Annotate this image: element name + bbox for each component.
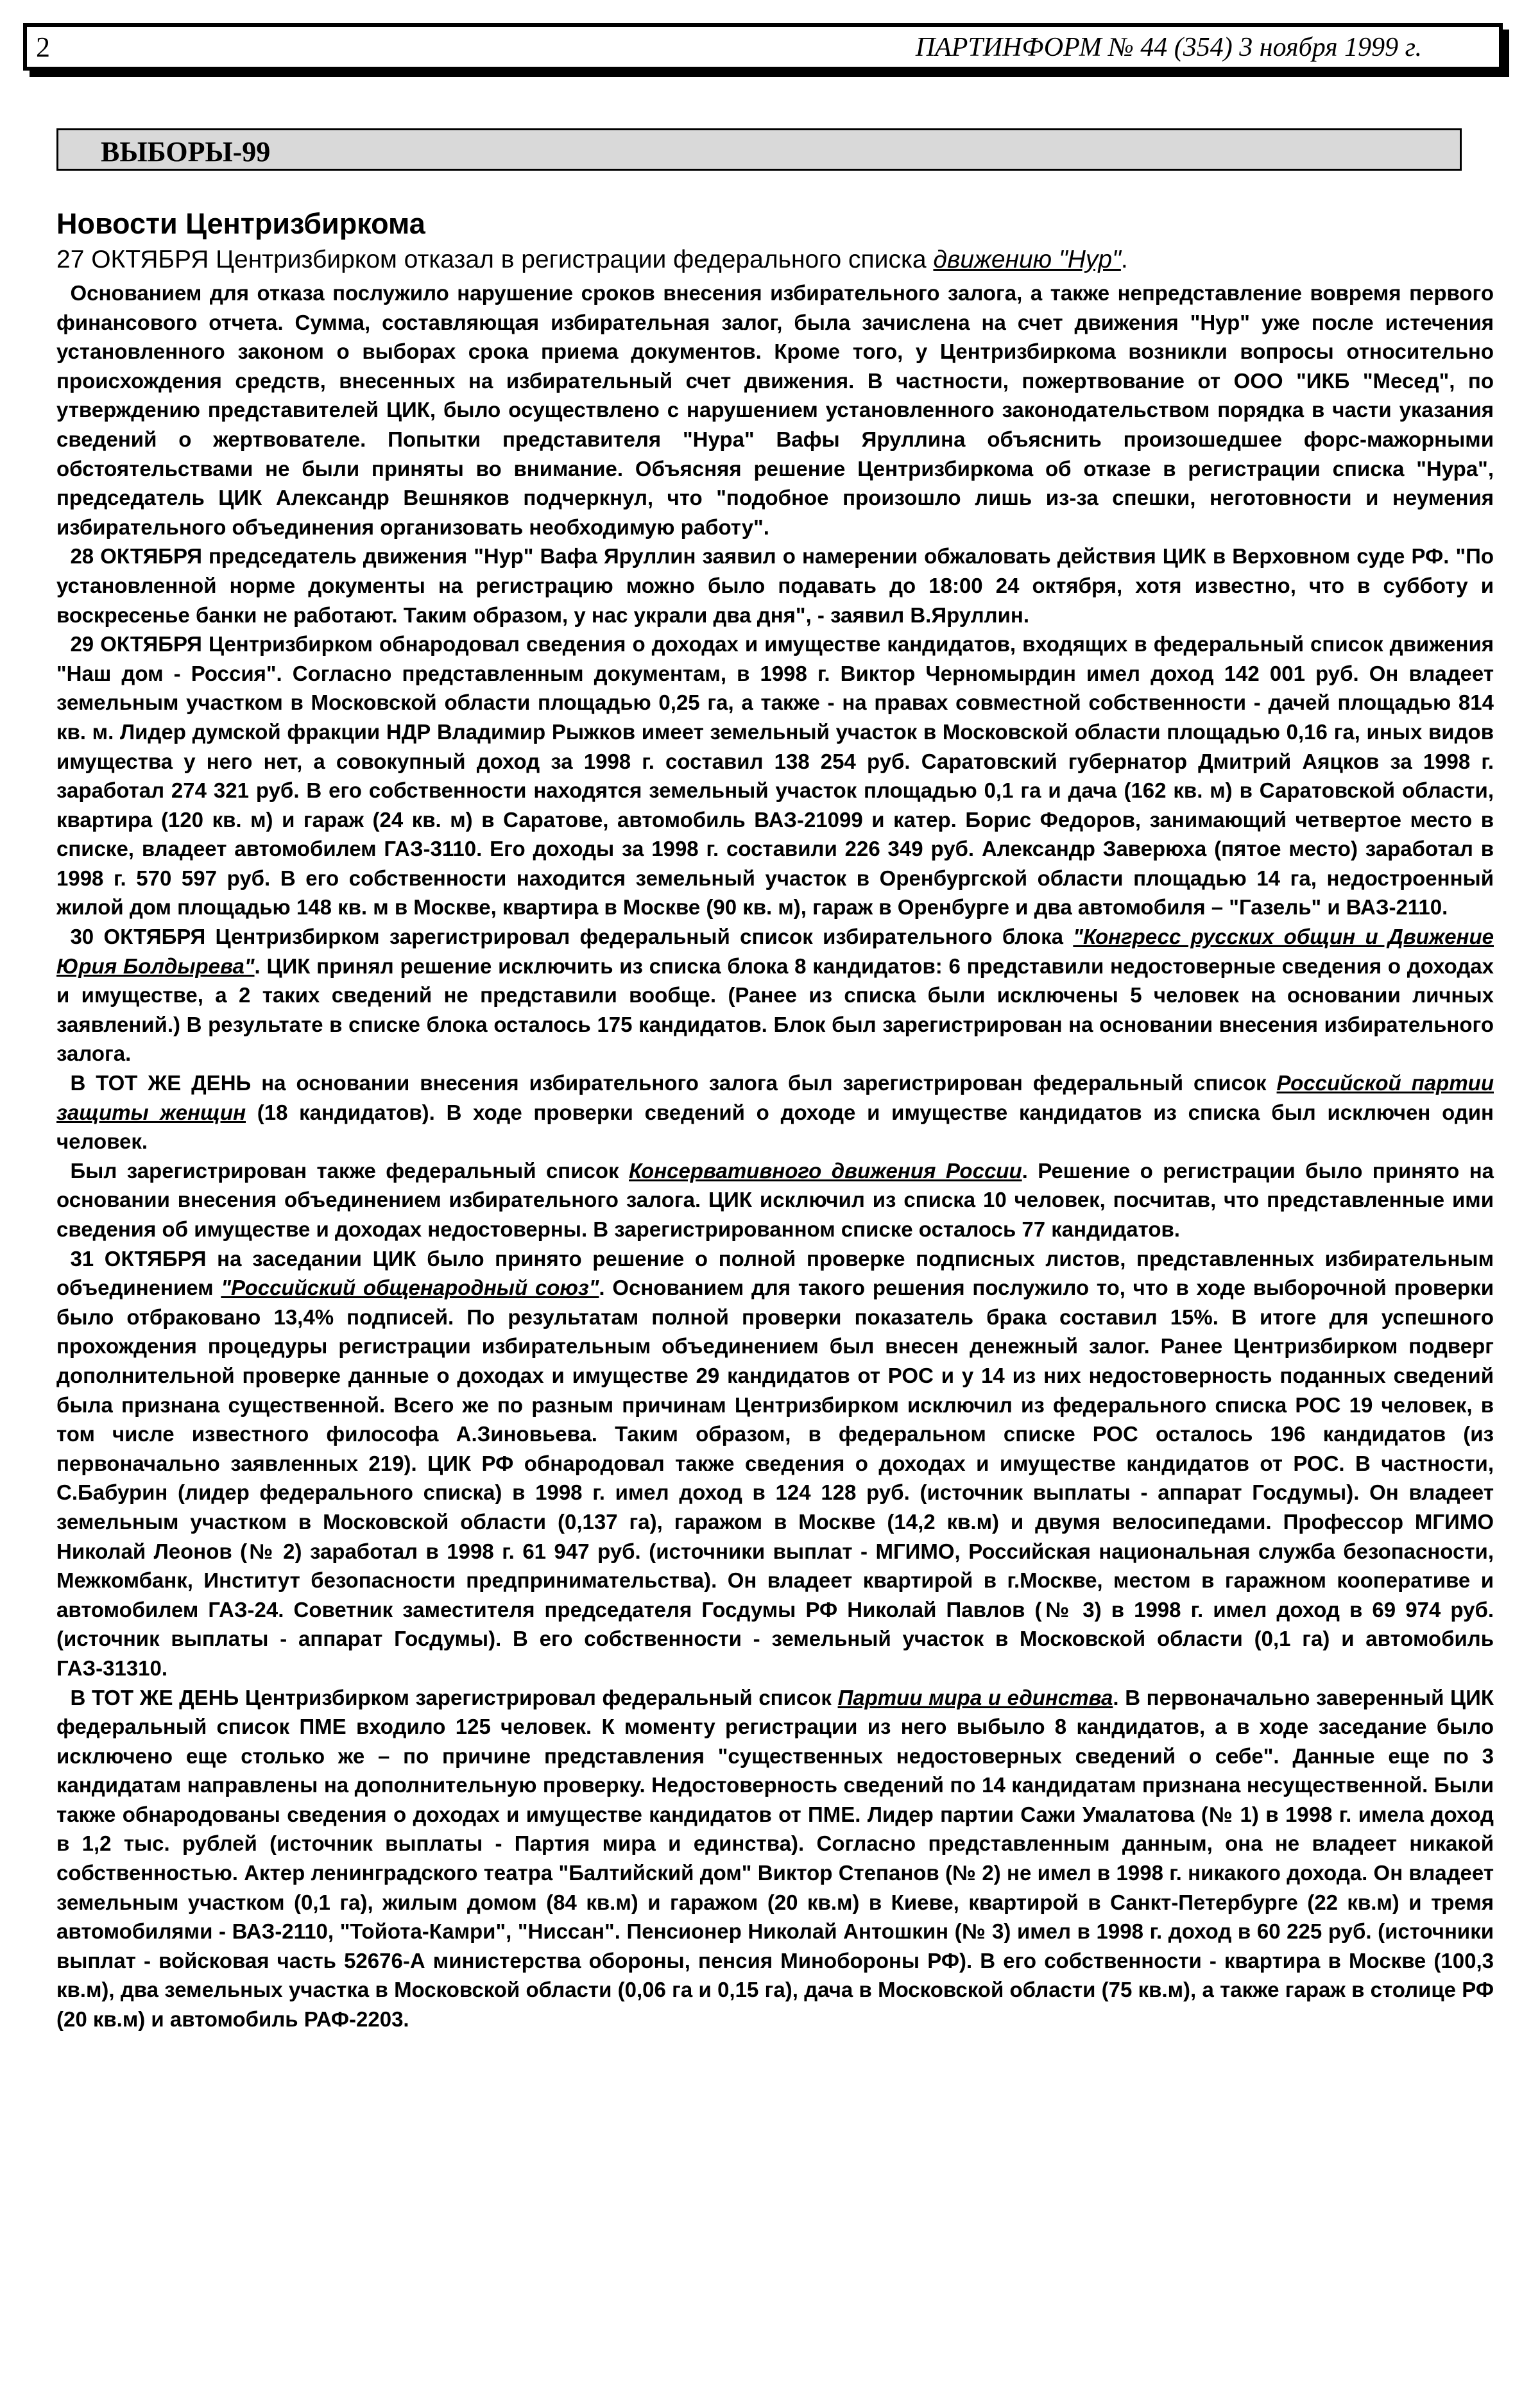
- issue-line: ПАРТИНФОРМ № 44 (354) 3 ноября 1999 г.: [915, 33, 1422, 62]
- paragraph-6-end: . Решение о регистрации было принято на основании внесения объединением избирательного залога. ЦИК исключил из списка 10 человек, посчитав, что представленные ими сведения об имуществе и доходах недостоверны. В зарегистрированном списке осталось 77 кандидатов.: [56, 1158, 1494, 1241]
- article-lead: [56, 244, 1494, 276]
- lead-end: .: [1120, 246, 1128, 273]
- paragraph-4-start: 30 ОКТЯБРЯ Центризбирком зарегистрировал федеральный список избирательного блока: [70, 925, 1074, 949]
- article-body: [56, 278, 1494, 2034]
- paragraph-7-end: . Основанием для такого решения послужило то, что в ходе выборочной проверки было отбраковано 13,4% подписей. По результатам полной проверки показатель брака составил 15%. В итоге для успешного прохождения процедуры регистрации избирательным объединением был внесен денежный залог. Ранее Центризбирком подверг дополнительной проверке данные о доходах и имуществе 29 кандидатов от РОС и у 14 из них недостоверность поданных сведений была признана существенной. Всего же по разным причинам Центризбирком исключил из федерального списка РОС 19 человек, в том числе известного философа А.Зиновьева. Таким образом, в федеральном списке РОС осталось 196 кандидатов (из первоначально заявленных 219). ЦИК РФ обнародовал также сведения о доходах и имуществе кандидатов от РОС. В частности, С.Бабурин (лидер федерального списка) в 1998 г. имел доход в 124 128 руб. (источник выплаты - аппарат Госдумы). Он владеет земельным участком в Московской области (0,137 га), гаражом в Москве (14,2 кв.м) и двумя велосипедами. Профессор МГИМО Николай Леонов (№ 2) заработал в 1998 г. 61 947 руб. (источники выплат - МГИМО, Российская национальная служба безопасности, Межкомбанк, Институт безопасности предпринимательства). Он владеет квартирой в г.Москве, местом в гаражном кооперативе и автомобилем ГАЗ-24. Советник заместителя председателя Госдумы РФ Николай Павлов (№ 3) в 1998 г. имел доход в 69 974 руб. (источник выплаты - аппарат Госдумы). В его собственности - земельный участок в Московской области (0,1 га) и автомобиль ГАЗ-31310.: [56, 1276, 1494, 1680]
- article-title: Новости Центризбиркома: [56, 207, 425, 240]
- paragraph-6-start: Был зарегистрирован также федеральный список: [70, 1158, 629, 1183]
- paragraph-7: [56, 1244, 1494, 1683]
- paragraph-1: Основанием для отказа послужило нарушение сроков внесения избирательного залога, а также непредставление вовремя первого финансового отчета. Сумма, составляющая избирательная залог, была зачислена на счет движения "Нур" уже после истечения установленного законом о выборах срока приема документов. Кроме того, у Центризбиркома возникли вопросы относительно происхождения средств, внесенных на избирательный счет движения. В частности, пожертвование от ООО "ИКБ "Месед", по утверждению представителей ЦИК, было осуществлено с нарушением установленного законодательством порядка в части указания сведений о жертвователе. Попытки представителя "Нура" Вафы Яруллина объяснить произошедшее форс-мажорными обстоятельствами не были приняты во внимание. Объясняя решение Центризбиркома об отказе в регистрации списка "Нура", председатель ЦИК Александр Вешняков подчеркнул, что "подобное произошло лишь из-за спешки, неготовности и неумения избирательного объединения организовать необходимую работу".: [56, 281, 1494, 539]
- party-link-kro[interactable]: "Конгресс русских общин и Движение Юрия Болдырева": [56, 925, 1494, 978]
- paragraph-8-start: В ТОТ ЖЕ ДЕНЬ Центризбирком зарегистрировал федеральный список: [70, 1685, 838, 1709]
- party-link-conservative[interactable]: Консервативного движения России: [629, 1158, 1022, 1183]
- paragraph-5-start: В ТОТ ЖЕ ДЕНЬ на основании внесения избирательного залога был зарегистрирован федеральный список: [70, 1071, 1277, 1095]
- party-link-ros[interactable]: "Российский общенародный союз": [221, 1276, 599, 1300]
- section-bar: [56, 128, 1462, 171]
- paragraph-7-start: 31 ОКТЯБРЯ на заседании ЦИК было принято решение о полной проверке подписных листов, представленных избирательным объединением: [56, 1246, 1494, 1300]
- page-header: [23, 23, 1503, 71]
- page-number: 2: [36, 31, 50, 63]
- lead-party-link[interactable]: движению "Нур": [933, 246, 1121, 273]
- paragraph-2: 28 ОКТЯБРЯ председатель движения "Нур" Вафа Яруллин заявил о намерении обжаловать действия ЦИК в Верховном суде РФ. "По установленной норме документы на регистрацию можно было подавать до 18:00 24 октября, хотя известно, что в субботу и воскресенье банки не работают. Таким образом, у нас украли два дня", - заявил В.Яруллин.: [56, 544, 1494, 627]
- party-link-pme[interactable]: Партии мира и единства: [837, 1685, 1113, 1709]
- paragraph-6: [56, 1156, 1494, 1244]
- paragraph-8: [56, 1683, 1494, 2034]
- paragraph-4: [56, 922, 1494, 1068]
- paragraph-4-end: . ЦИК принял решение исключить из списка блока 8 кандидатов: 6 представили недостоверные сведения о доходах и имуществе, а 2 таких сведений не представили вообще. (Ранее из списка были исключены 5 человек на основании личных заявлений.) В результате в списке блока осталось 175 кандидатов. Блок был зарегистрирован на основании внесения избирательного залога.: [56, 954, 1494, 1066]
- party-link-women[interactable]: Российской партии защиты женщин: [56, 1071, 1494, 1124]
- paragraph-8-end: . В первоначально заверенный ЦИК федеральный список ПМЕ входило 125 человек. К моменту регистрации из него выбыло 8 кандидатов, а в ходе заседание было исключено еще столько же – по причине представления "существенных недостоверных сведений о себе". Данные еще по 3 кандидатам направлены на дополнительную проверку. Недостоверность сведений по 14 кандидатам признана несущественной. Были также обнародованы сведения о доходах и имуществе кандидатов от ПМЕ. Лидер партии Сажи Умалатова (№ 1) в 1998 г. имела доход в 1,2 тыс. рублей (источник выплаты - Партия мира и единства). Согласно представленным данным, она не владеет никакой собственностью. Актер ленинградского театра "Балтийский дом" Виктор Степанов (№ 2) не имел в 1998 г. никакого дохода. Он владеет земельным участком (0,1 га), жилым домом (84 кв.м) и гаражом (20 кв.м) в Киеве, квартирой в Санкт-Петербурге (22 кв.м) и тремя автомобилями - ВАЗ-2110, "Тойота-Камри", "Ниссан". Пенсионер Николай Антошкин (№ 3) имел в 1998 г. доход в 60 225 руб. (источники выплат - войсковая часть 52676-А министерства обороны, пенсия Минобороны РФ). В его собственности - квартира в Москве (100,3 кв.м), два земельных участка в Московской области (0,06 га и 0,15 га), дача в Московской области (75 кв.м), а также гараж в столице РФ (20 кв.м) и автомобиль РАФ-2203.: [56, 1685, 1494, 2032]
- article: [56, 204, 1494, 2034]
- paragraph-3: 29 ОКТЯБРЯ Центризбирком обнародовал сведения о доходах и имуществе кандидатов, входящих в федеральный список движения "Наш дом - Россия". Согласно представленным документам, в 1998 г. Виктор Черномырдин имел доход 142 001 руб. Он владеет земельным участком в Московской области площадью 0,25 га, а также - на правах совместной собственности - дачей площадью 814 кв. м. Лидер думской фракции НДР Владимир Рыжков имеет земельный участок в Московской области площадью 0,16 га, иных видов имущества у него нет, а совокупный доход за 1998 г. составил 138 254 руб. Саратовский губернатор Дмитрий Аяцков за 1998 г. заработал 274 321 руб. В его собственности находятся земельный участок площадью 0,1 га и дача (162 кв. м) в Саратовской области, квартира (120 кв. м) и гараж (24 кв. м) в Саратове, автомобиль ВАЗ-21099 и катер. Борис Федоров, занимающий четвертое место в списке, владеет автомобилем ГАЗ-3110. Его доходы за 1998 г. составили 226 349 руб. Александр Заверюха (пятое место) заработал в 1998 г. 570 597 руб. В его собственности находится земельный участок в Оренбургской области площадью 14 га, недостроенный жилой дом площадью 148 кв. м в Москве, квартира в Москве (90 кв. м), гараж в Оренбурге и два автомобиля – "Газель" и ВАЗ-2110.: [56, 632, 1494, 920]
- paragraph-5: [56, 1068, 1494, 1156]
- section-title: ВЫБОРЫ-99: [101, 136, 271, 167]
- lead-text: 27 ОКТЯБРЯ Центризбирком отказал в регистрации федерального списка: [56, 246, 934, 273]
- paragraph-5-end: (18 кандидатов). В ходе проверки сведений о доходе и имуществе кандидатов из списка был исключен один человек.: [56, 1100, 1494, 1154]
